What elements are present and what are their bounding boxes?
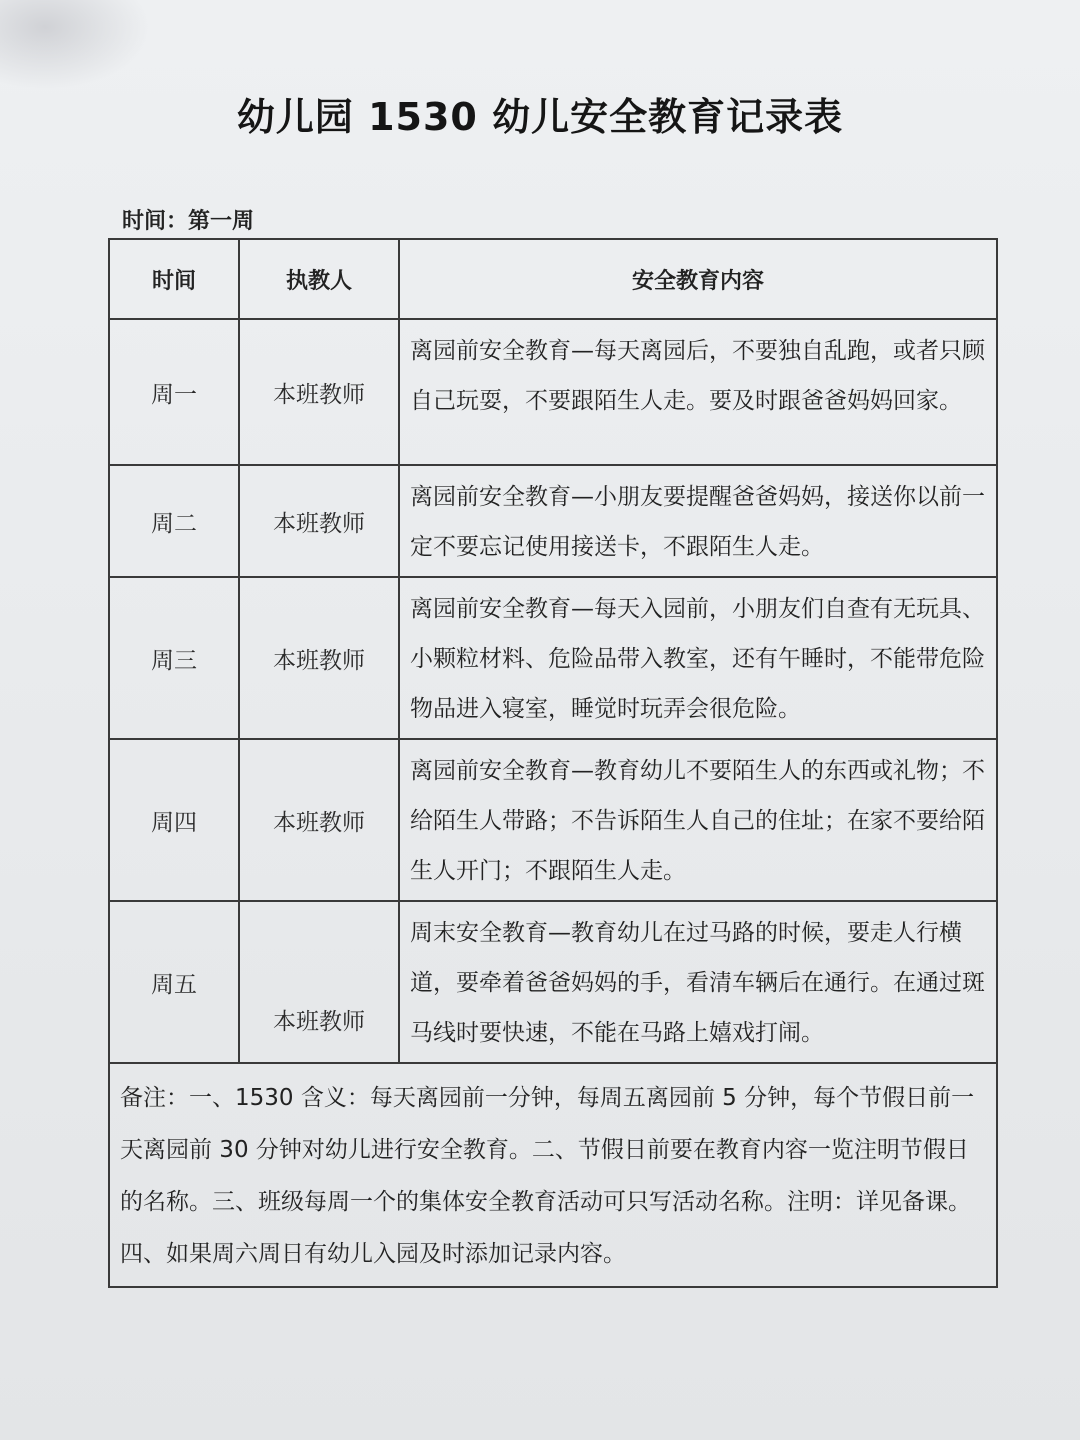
day-cell: 周四 [109,739,239,901]
teacher-cell: 本班教师 [239,319,399,465]
table-header-row [109,239,997,319]
teacher-cell: 本班教师 [239,577,399,739]
table-row [109,319,997,465]
note-row [109,1063,997,1287]
table-row [109,577,997,739]
safety-education-table [108,238,998,1288]
day-cell: 周五 [109,901,239,1063]
header-day: 时间 [109,239,239,319]
week-label: 时间：第一周 [122,209,255,234]
content-cell: 离园前安全教育—每天入园前，小朋友们自查有无玩具、小颗粒材料、危险品带入教室，还有午睡时，不能带危险物品进入寝室，睡觉时玩弄会很危险。 [399,577,997,739]
note-cell: 备注：一、1530 含义：每天离园前一分钟，每周五离园前 5 分钟，每个节假日前一天离园前 30 分钟对幼儿进行安全教育。二、节假日前要在教育内容一览注明节假日的名称。三、班级每周一个的集体安全教育活动可只写活动名称。注明：详见备课。四、如果周六周日有幼儿入园及时添加记录内容。 [109,1063,997,1287]
table-row [109,739,997,901]
header-teacher: 执教人 [239,239,399,319]
day-cell: 周三 [109,577,239,739]
header-content: 安全教育内容 [399,239,997,319]
teacher-cell: 本班教师 [239,465,399,577]
table-row [109,901,997,1063]
paper-smudge [0,0,150,90]
content-cell: 离园前安全教育—小朋友要提醒爸爸妈妈，接送你以前一定不要忘记使用接送卡，不跟陌生人走。 [399,465,997,577]
content-cell: 离园前安全教育—每天离园后，不要独自乱跑，或者只顾自己玩耍，不要跟陌生人走。要及时跟爸爸妈妈回家。 [399,319,997,465]
content-cell: 离园前安全教育—教育幼儿不要陌生人的东西或礼物；不给陌生人带路；不告诉陌生人自己的住址；在家不要给陌生人开门；不跟陌生人走。 [399,739,997,901]
document-title: 幼儿园 1530 幼儿安全教育记录表 [236,95,844,139]
content-cell: 周末安全教育—教育幼儿在过马路的时候，要走人行横道，要牵着爸爸妈妈的手，看清车辆后在通行。在通过斑马线时要快速，不能在马路上嬉戏打闹。 [399,901,997,1063]
day-cell: 周二 [109,465,239,577]
table-row [109,465,997,577]
teacher-cell: 本班教师 [239,739,399,901]
day-cell: 周一 [109,319,239,465]
teacher-cell: 本班教师 [239,901,399,1063]
